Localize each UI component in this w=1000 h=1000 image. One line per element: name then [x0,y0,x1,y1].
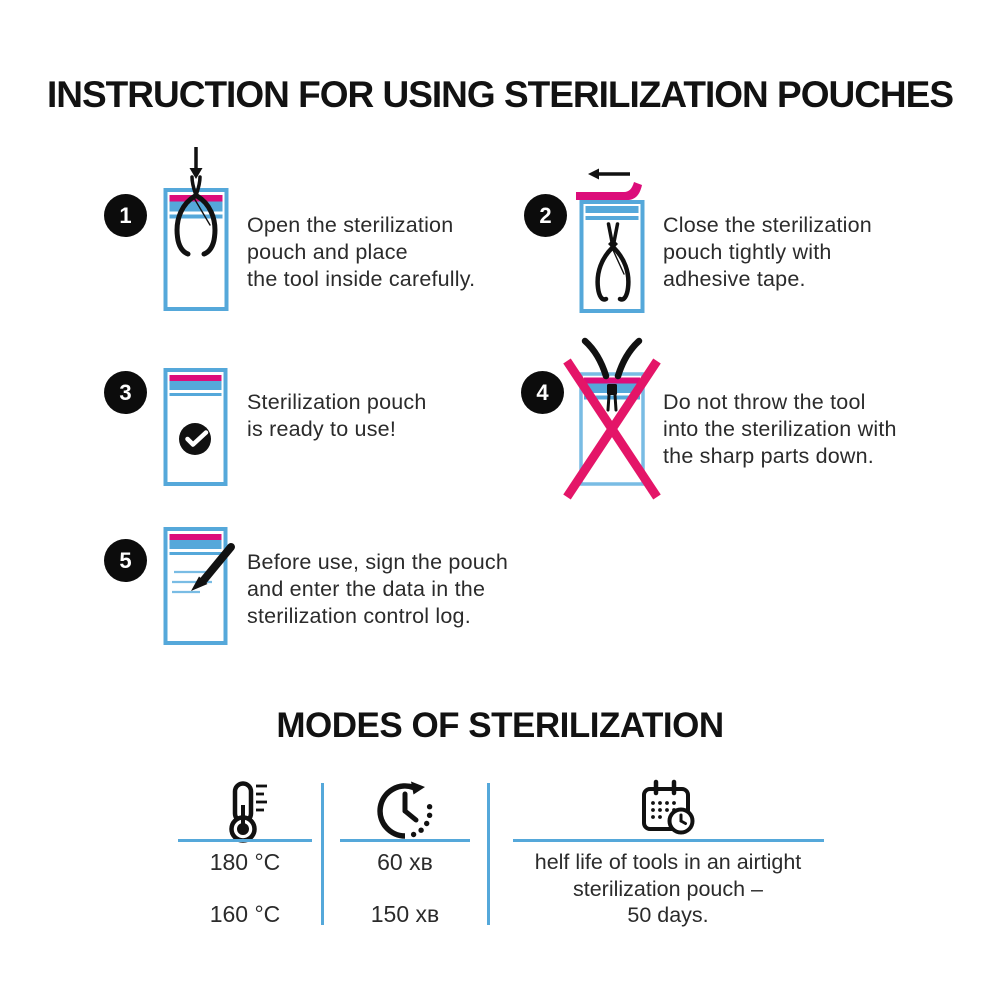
time-value-1: 60 хв [377,849,433,875]
step-1-line-3: the tool inside carefully. [247,267,476,291]
shelf-life-divider [513,839,824,842]
step-5-line-1: Before use, sign the pouch [247,550,508,574]
step-1-line-1: Open the sterilization [247,213,454,237]
temperature-value-2: 160 °C [209,901,281,927]
step-3-number: 3 [119,379,132,405]
pouch-sign-pen-icon [162,526,244,646]
temperature-value-1: 180 °C [209,849,281,875]
step-5-line-2: and enter the data in the [247,577,486,601]
step-5-line-3: sterilization control log. [247,604,471,628]
step-1-text [247,212,475,293]
calendar-clock-icon [640,779,698,839]
column-divider-1 [321,783,324,925]
left-arrow-icon [588,169,630,180]
step-4-line-1: Do not throw the tool [663,390,866,414]
pouch-sharp-down-crossed-icon [557,329,669,501]
step-2-line-3: adhesive tape. [663,267,806,291]
shelf-life-line-2: sterilization pouch – [572,876,764,901]
step-1-line-2: pouch and place [247,240,408,264]
step-3-line-2: is ready to use! [247,417,396,441]
page-title: INSTRUCTION FOR USING STERILIZATION POUCHES [47,74,953,115]
shelf-life-text [503,849,833,929]
step-2-badge [524,194,567,237]
pouch-tape-close-icon [566,168,658,314]
step-3-text [247,389,427,443]
shelf-life-line-1: helf life of tools in an airtight [534,850,802,874]
step-1-badge [104,194,147,237]
step-1-number: 1 [119,202,132,228]
step-4-text [663,389,897,470]
column-divider-2 [487,783,490,925]
step-3-badge [104,371,147,414]
step-4-number: 4 [536,379,549,405]
pouch-open-tool-insert-icon [150,146,242,312]
step-3-line-1: Sterilization pouch [247,390,427,414]
step-2-line-2: pouch tightly with [663,240,832,264]
step-5-badge [104,539,147,582]
step-4-line-2: into the sterilization with [663,417,897,441]
step-4-line-3: the sharp parts down. [663,444,874,468]
thermometer-icon [221,781,269,843]
step-2-text [663,212,872,293]
time-divider [340,839,470,842]
check-icon [179,423,211,455]
down-arrow-icon [190,147,203,179]
modes-title: MODES OF STERILIZATION [276,706,724,745]
step-2-line-1: Close the sterilization [663,213,872,237]
adhesive-tape-icon [576,182,642,200]
step-5-text [247,549,508,630]
pouch-ready-check-icon [162,367,228,487]
clock-icon [374,779,436,841]
shelf-life-line-3: 50 days. [627,903,709,927]
time-value-2: 150 хв [370,901,440,927]
temperature-divider [178,839,312,842]
step-2-number: 2 [539,202,552,228]
step-5-number: 5 [119,547,132,573]
